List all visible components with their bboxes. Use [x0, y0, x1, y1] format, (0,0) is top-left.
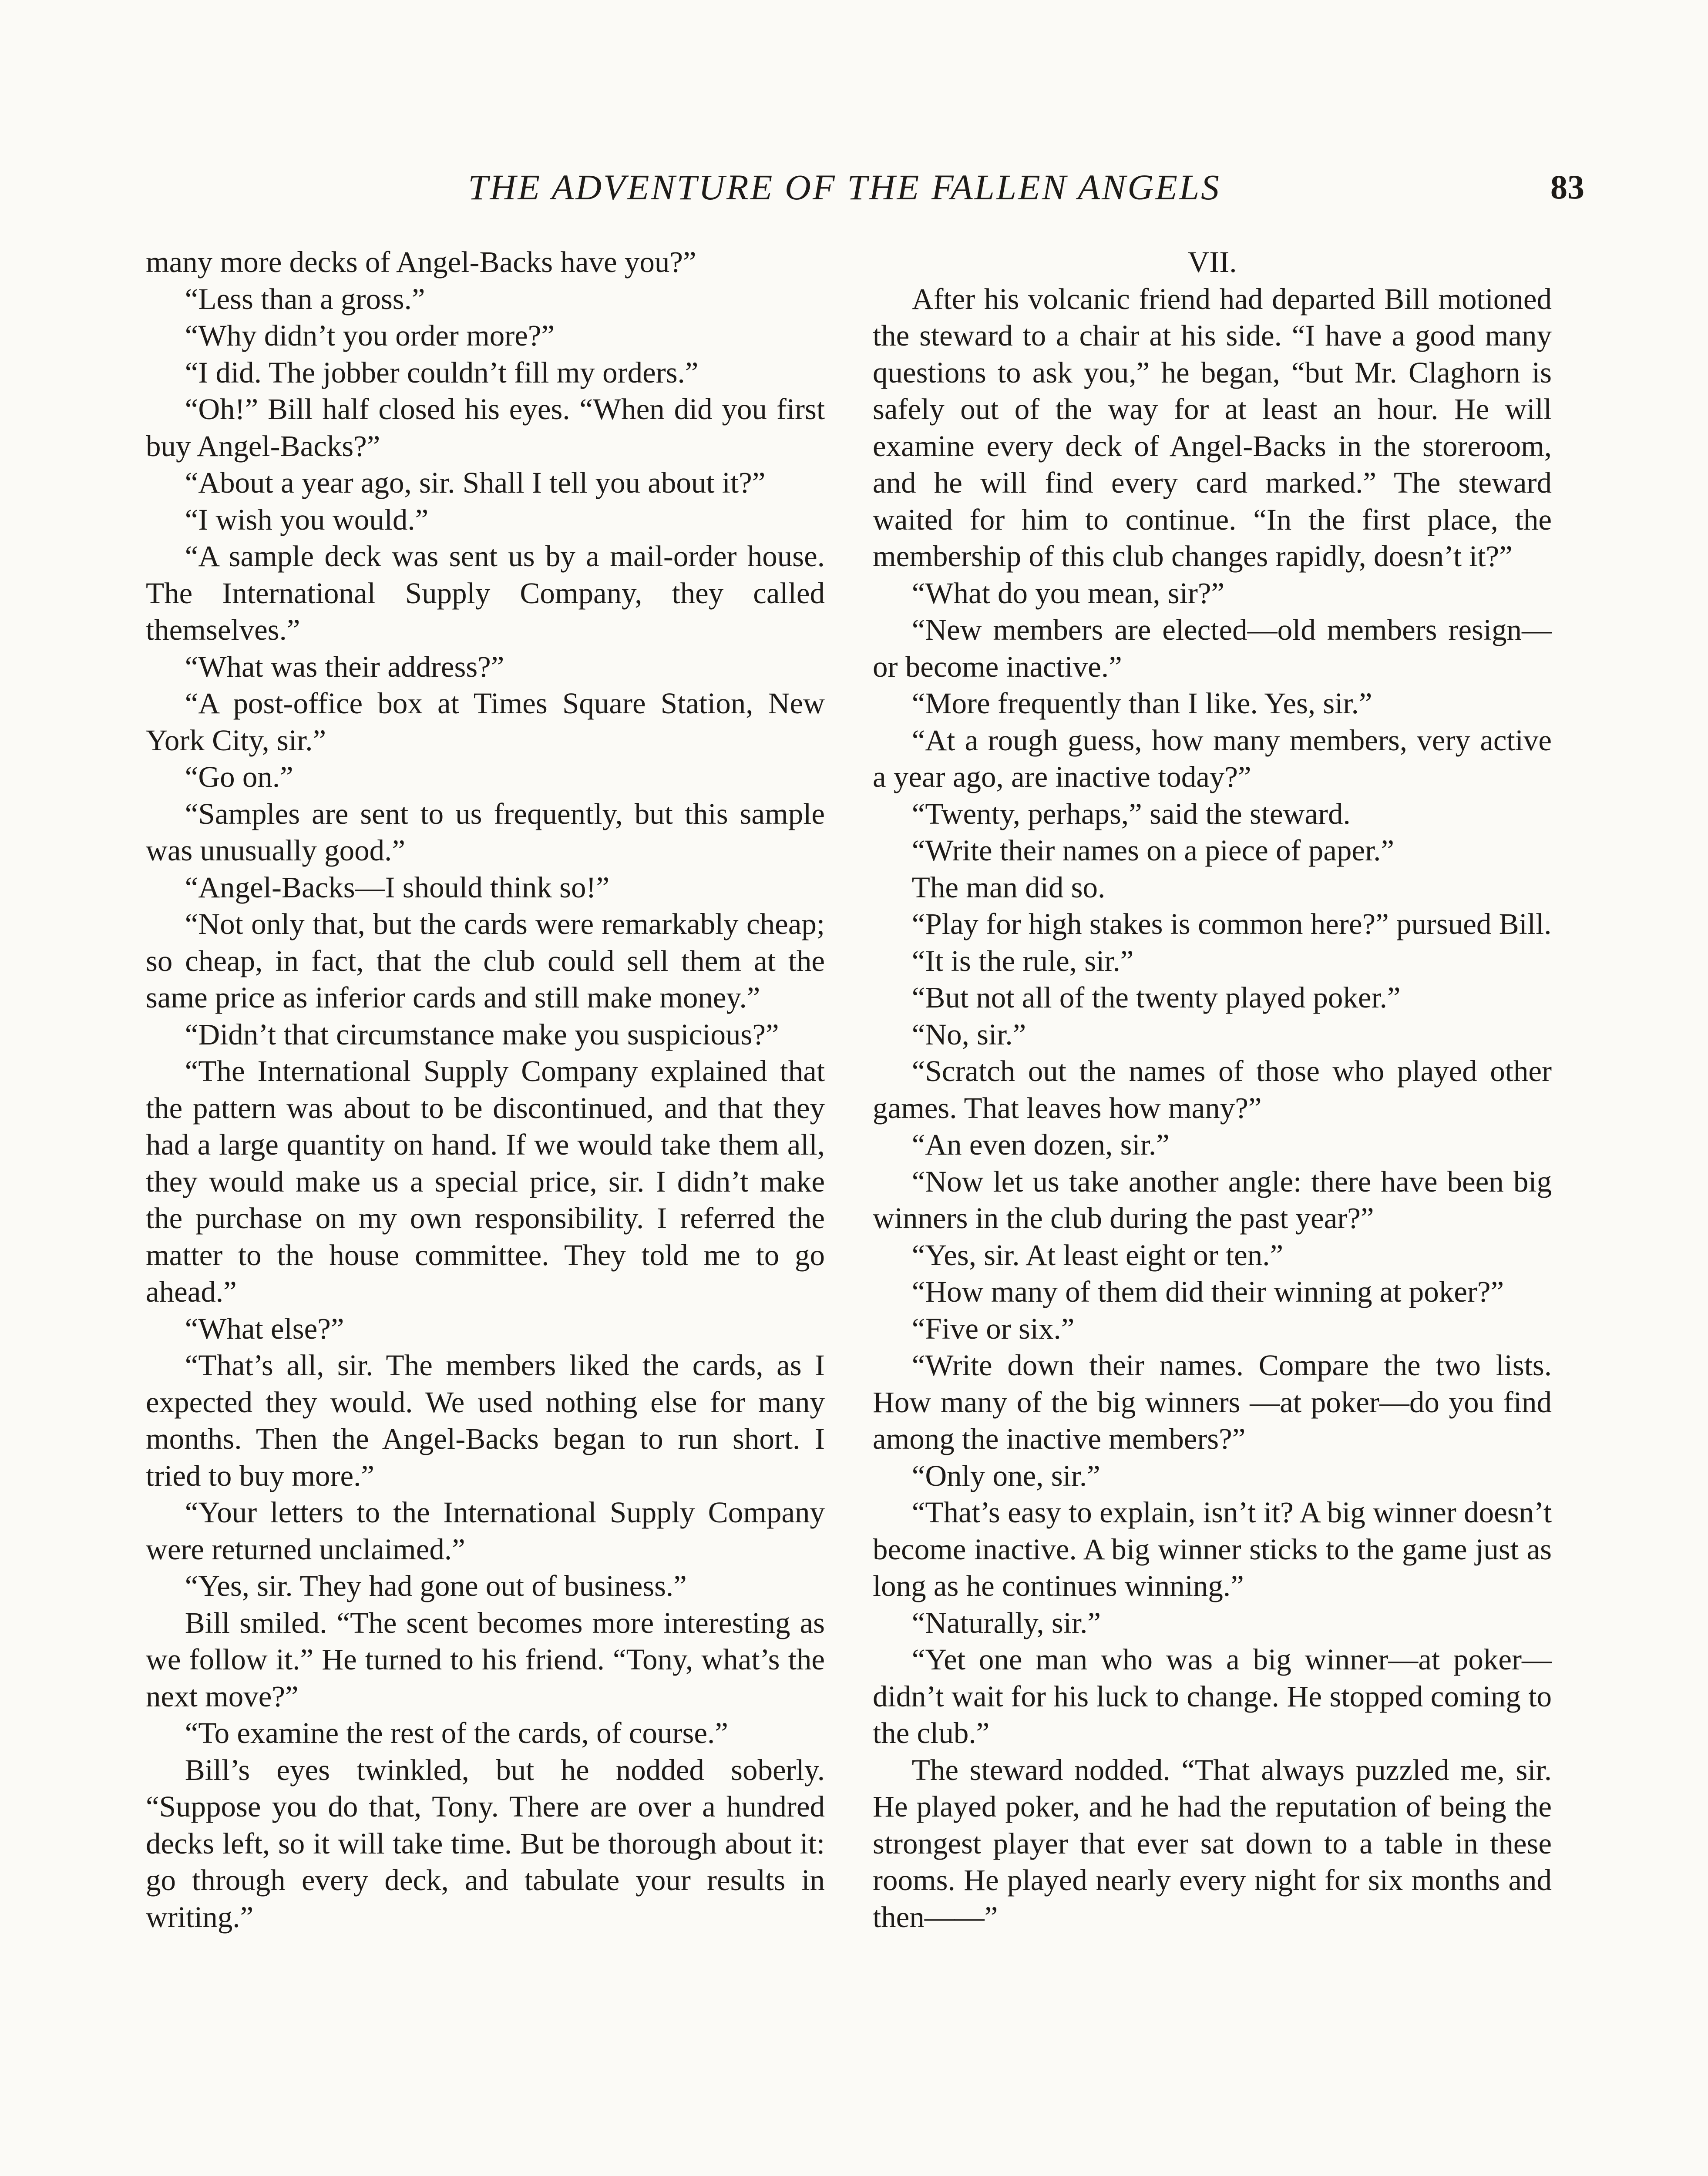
- paragraph: “Write down their names. Compare the two lists. How many of the big winners —at poker—do you find among the inactive members?”: [873, 1349, 1552, 1455]
- paragraph: “Yes, sir. At least eight or ten.”: [911, 1238, 1284, 1272]
- page-number: 83: [1550, 168, 1584, 206]
- paragraph: “A post-office box at Times Square Station, New York City, sir.”: [146, 687, 825, 757]
- paragraph: “I wish you would.”: [185, 503, 429, 536]
- left-column: [146, 244, 825, 1935]
- paragraph: “What was their address?”: [185, 650, 504, 683]
- section-heading: VII.: [1187, 245, 1237, 279]
- paragraph: “Not only that, but the cards were remarkably cheap; so cheap, in fact, that the club could sell them at the same price as inferior cards and still make money.”: [146, 907, 825, 1014]
- paragraph: “At a rough guess, how many members, very active a year ago, are inactive today?”: [873, 723, 1552, 793]
- paragraph: Bill smiled. “The scent becomes more interesting as we follow it.” He turned to his friend. “Tony, what’s the next move?”: [146, 1606, 825, 1713]
- paragraph: “Why didn’t you order more?”: [185, 319, 555, 352]
- paragraph: “No, sir.”: [911, 1017, 1026, 1051]
- paragraph: “More frequently than I like. Yes, sir.”: [911, 687, 1372, 720]
- paragraph: “An even dozen, sir.”: [911, 1128, 1170, 1161]
- paragraph: Bill’s eyes twinkled, but he nodded soberly. “Suppose you do that, Tony. There are over a hundred decks left, so it will take time. But be thorough about it: go through every deck, and tabulate your results in writing.”: [146, 1753, 825, 1934]
- paragraph: “A sample deck was sent us by a mail-order house. The International Supply Company, they called themselves.”: [146, 540, 825, 646]
- paragraph: “Five or six.”: [911, 1312, 1075, 1345]
- paragraph: “I did. The jobber couldn’t fill my orders.”: [185, 356, 699, 389]
- paragraph: “Naturally, sir.”: [911, 1606, 1101, 1639]
- paragraph: “That’s easy to explain, isn’t it? A big winner doesn’t become inactive. A big winner sticks to the game just as long as he continues winning.”: [873, 1496, 1552, 1602]
- paragraph: “Now let us take another angle: there have been big winners in the club during the past year?”: [873, 1165, 1552, 1235]
- paragraph: many more decks of Angel-Backs have you?”: [146, 245, 696, 279]
- paragraph: “Write their names on a piece of paper.”: [911, 834, 1395, 867]
- right-column: [873, 244, 1552, 1935]
- paragraph: “Yet one man who was a big winner—at poker—didn’t wait for his luck to change. He stopped coming to the club.”: [873, 1643, 1552, 1750]
- paragraph: The man did so.: [911, 870, 1106, 904]
- paragraph: “What do you mean, sir?”: [911, 576, 1225, 610]
- paragraph: “What else?”: [185, 1312, 344, 1345]
- paragraph: “Play for high stakes is common here?” pursued Bill.: [911, 907, 1552, 940]
- paragraph: “New members are elected—old members resign—or become inactive.”: [873, 613, 1552, 683]
- paragraph: “About a year ago, sir. Shall I tell you about it?”: [185, 466, 766, 499]
- paragraph: “Only one, sir.”: [911, 1459, 1100, 1492]
- paragraph: “Less than a gross.”: [185, 282, 425, 316]
- running-header: THE ADVENTURE OF THE FALLEN ANGELS: [468, 167, 1221, 207]
- paragraph: “Twenty, perhaps,” said the steward.: [911, 797, 1351, 830]
- paragraph: “Go on.”: [185, 760, 293, 793]
- paragraph: After his volcanic friend had departed Bill motioned the steward to a chair at his side. “I have a good many questions to ask you,” he began, “but Mr. Claghorn is safely out of the way for at least an hour. He will examine every deck of Angel-Backs in the storeroom, and he will find every card marked.” The steward waited for him to continue. “In the first place, the membership of this club changes rapidly, doesn’t it?”: [873, 282, 1552, 573]
- paragraph: “That’s all, sir. The members liked the cards, as I expected they would. We used nothing else for many months. Then the Angel-Backs began to run short. I tried to buy more.”: [146, 1349, 825, 1492]
- paragraph: “Scratch out the names of those who played other games. That leaves how many?”: [873, 1054, 1552, 1125]
- paragraph: “How many of them did their winning at poker?”: [911, 1275, 1504, 1308]
- paragraph: “It is the rule, sir.”: [911, 944, 1134, 977]
- paragraph: The steward nodded. “That always puzzled me, sir. He played poker, and he had the reputation of being the strongest player that ever sat down to a table in these rooms. He played nearly every night for six months and then——”: [873, 1753, 1552, 1934]
- paragraph: “To examine the rest of the cards, of course.”: [185, 1716, 728, 1750]
- paragraph: “Yes, sir. They had gone out of business.”: [185, 1569, 687, 1602]
- paragraph: “The International Supply Company explained that the pattern was about to be discontinued, and that they had a large quantity on hand. If we would take them all, they would make us a special price, sir. I didn’t make the purchase on my own responsibility. I referred the matter to the house committee. They told me to go ahead.”: [146, 1054, 825, 1308]
- paragraph: “Angel-Backs—I should think so!”: [185, 870, 610, 904]
- paragraph: “Samples are sent to us frequently, but this sample was unusually good.”: [146, 797, 825, 867]
- paragraph: “But not all of the twenty played poker.”: [911, 981, 1401, 1014]
- paragraph: “Oh!” Bill half closed his eyes. “When did you first buy Angel-Backs?”: [146, 393, 825, 463]
- paragraph: “Didn’t that circumstance make you suspicious?”: [185, 1017, 779, 1051]
- paragraph: “Your letters to the International Supply Company were returned unclaimed.”: [146, 1496, 825, 1566]
